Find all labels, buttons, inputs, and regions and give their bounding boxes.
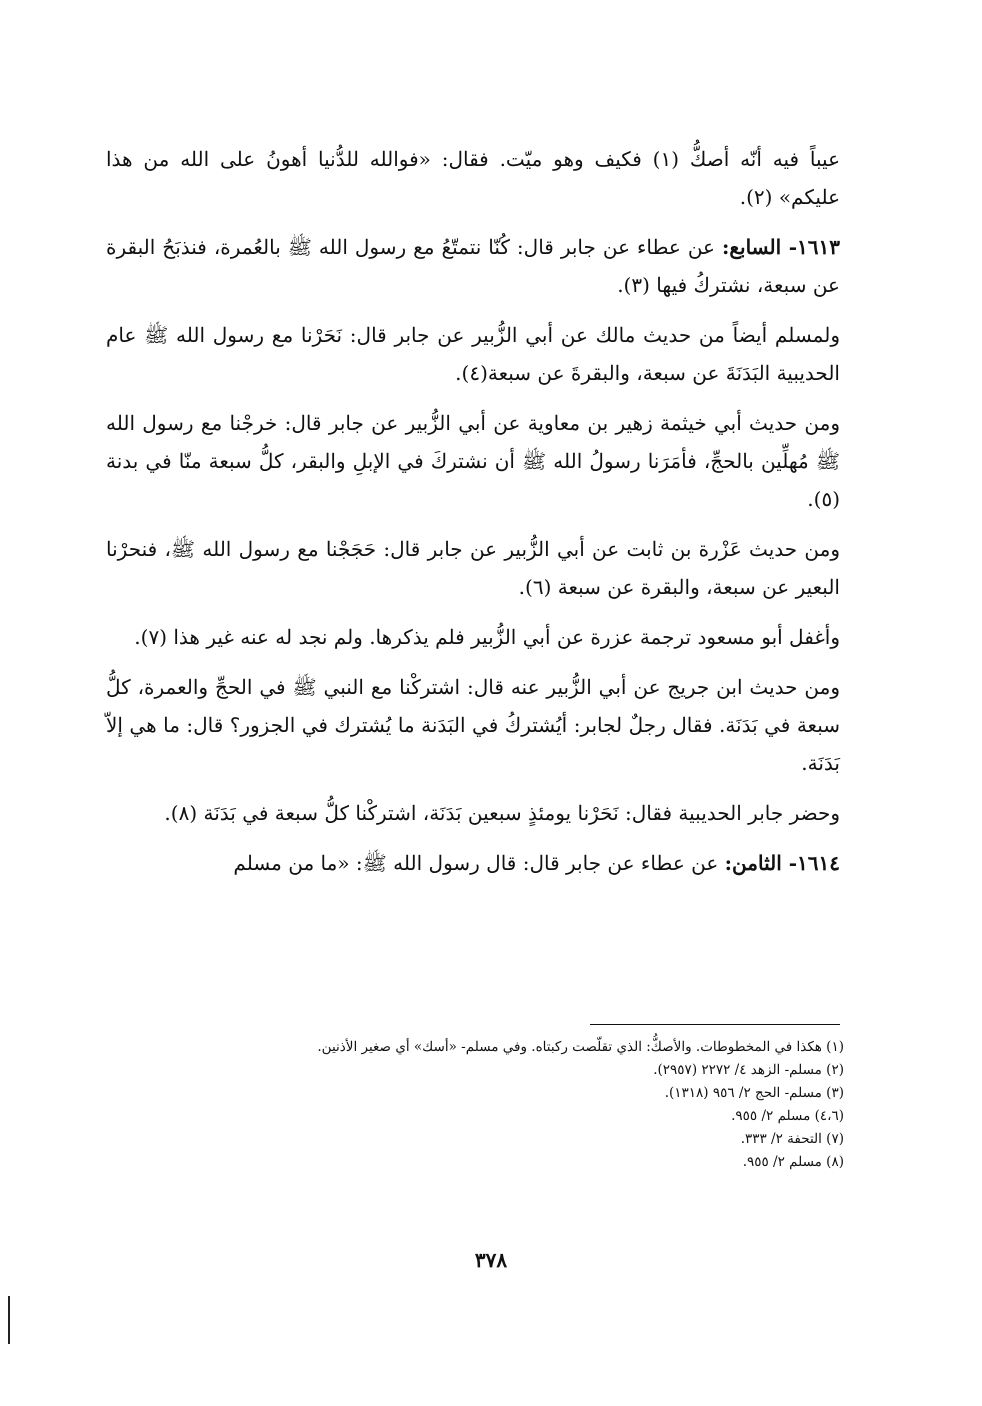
paragraph <box>106 140 840 216</box>
footnote-divider <box>590 1024 840 1025</box>
paragraph-text: ومن حديث ابن جريج عن أبي الزُّبير عنه قال: اشتركْنا مع النبي ﷺ في الحجِّ والعمرة، كلُّ سبعة في بَدَنَة. فقال رجلٌ لجابر: أيُشتركُ في البَدَنة ما يُشترك في الجزور؟ قال: ما هي إلاّ بَدَنَة. <box>106 675 840 775</box>
paragraph <box>106 404 840 518</box>
hadith-number: ١٦١٤- الثامن: <box>724 851 840 875</box>
hadith-paragraph <box>106 844 840 882</box>
hadith-paragraph <box>106 228 840 304</box>
paragraph-text: ومن حديث عَزْرة بن ثابت عن أبي الزُّبير عن جابر قال: حَجَجْنا مع رسول الله ﷺ، فنحرْنا البعير عن سبعة، والبقرة عن سبعة (٦). <box>106 537 840 599</box>
main-text <box>106 140 840 894</box>
paragraph-text: عن عطاء عن جابر قال: كُنّا نتمتّعُ مع رسول الله ﷺ بالعُمرة، فنذبَحُ البقرة عن سبعة، نشتركُ فيها (٣). <box>106 235 840 297</box>
footnote: (٧) التحفة ٢/ ٣٣٣. <box>740 1131 844 1147</box>
paragraph-text: وأغفل أبو مسعود ترجمة عزرة عن أبي الزُّبير فلم يذكرها. ولم نجد له عنه غير هذا (٧). <box>134 625 840 649</box>
paragraph <box>106 794 840 832</box>
paragraph-text: ومن حديث أبي خيثمة زهير بن معاوية عن أبي الزُّبير عن جابر قال: خرجْنا مع رسول الله ﷺ مُهلِّين بالحجِّ، فأمَرَنا رسولُ الله ﷺ أن نشتركَ في الإبلِ والبقر، كلُّ سبعة منّا في بدنة (٥). <box>106 411 840 511</box>
paragraph <box>106 668 840 782</box>
paragraph-text: عن عطاء عن جابر قال: قال رسول الله ﷺ: «ما من مسلم <box>233 851 719 875</box>
footnote: (٢) مسلم- الزهد ٤/ ٢٢٧٢ (٢٩٥٧). <box>653 1062 844 1078</box>
paragraph <box>106 530 840 606</box>
footnote: (٨) مسلم ٢/ ٩٥٥. <box>742 1154 844 1170</box>
footnote: (١) هكذا في المخطوطات. والأصكُّ: الذي تقلّصت ركبتاه. وفي مسلم- «أسك» أي صغير الأذنين. <box>317 1039 844 1055</box>
footnote: (٤،٦) مسلم ٢/ ٩٥٥. <box>731 1108 844 1124</box>
paragraph-text: وحضر جابر الحديبية فقال: نَحَرْنا يومئذٍ سبعين بَدَنَة، اشتركْنا كلُّ سبعة في بَدَنَة (٨). <box>164 801 840 825</box>
footnotes <box>317 1036 844 1174</box>
paragraph-text: عيباً فيه أنّه أصكُّ (١) فكيف وهو ميّت. فقال: «فوالله للدُّنيا أهونُ على الله من هذا عليكم» (٢). <box>106 147 841 209</box>
hadith-number: ١٦١٣- السابع: <box>721 235 841 259</box>
page-number: ٣٧٨ <box>474 1248 508 1272</box>
paragraph <box>106 618 840 656</box>
paragraph-text: ولمسلم أيضاً من حديث مالك عن أبي الزُّبير عن جابر قال: نَحَرْنا مع رسول الله ﷺ عام الحديبية البَدَنَةَ عن سبعة، والبقرةَ عن سبعة(٤). <box>106 323 840 385</box>
scan-margin-mark <box>8 1296 10 1344</box>
paragraph <box>106 316 840 392</box>
footnote: (٣) مسلم- الحج ٢/ ٩٥٦ (١٣١٨). <box>664 1085 844 1101</box>
